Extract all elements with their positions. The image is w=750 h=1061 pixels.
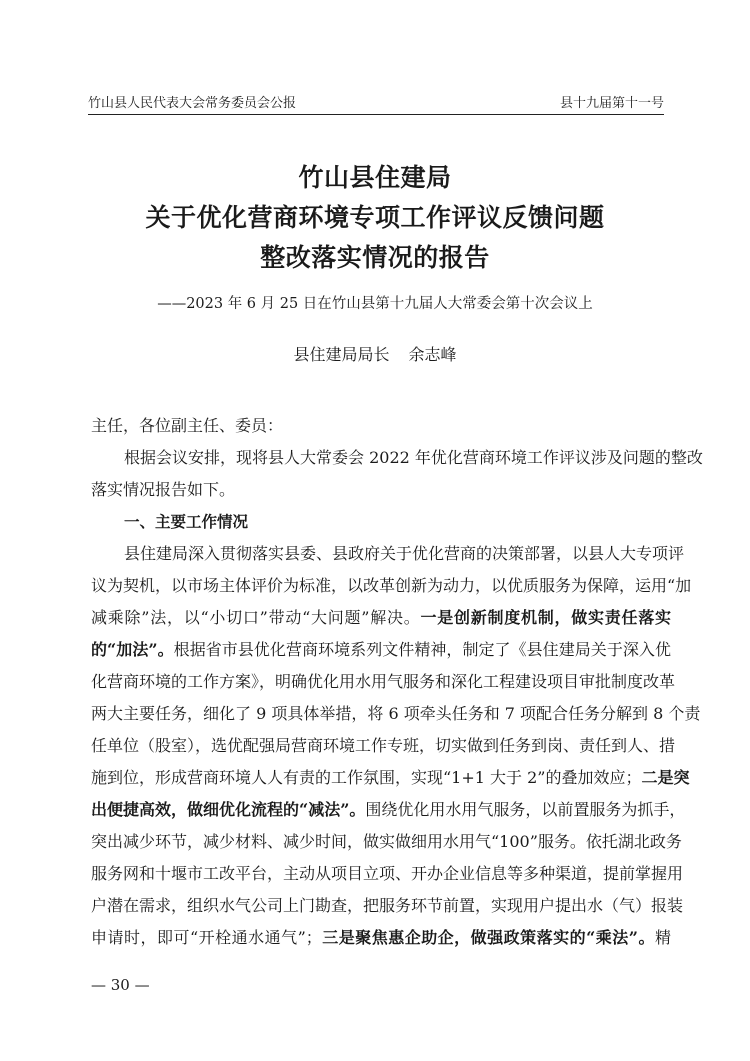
title-line-2: 关于优化营商环境专项工作评议反馈问题 — [145, 203, 605, 232]
intro-line-2: 落实情况报告如下。 — [91, 480, 236, 499]
emphasis-text: 的“加法”。 — [91, 640, 174, 659]
body-line-13 — [91, 926, 671, 950]
body-text: 围绕优化用水用气服务，以前置服务为抓手， — [365, 800, 686, 819]
body-line-7: 任单位（股室），选优配强局营商环境工作专班，切实做到任务到岗、责任到人、措 — [91, 736, 676, 755]
title-line-1: 竹山县住建局 — [298, 163, 452, 192]
body-text: 根据省市县优化营商环境系列文件精神，制定了《县住建局关于深入优 — [173, 640, 671, 659]
author: 县住建局局长 余志峰 — [293, 345, 457, 364]
body-line-10: 突出减少环节，减少材料、减少时间，做实做细用水用气“100”服务。依托湖北政务 — [91, 832, 682, 851]
body-text: 减乘除”法，以“小切口”带动“大问题”解决。 — [91, 608, 421, 627]
header-rule — [88, 114, 664, 115]
body-text: 申请时，即可“开栓通水通气”； — [91, 928, 322, 947]
intro-line-1: 根据会议安排，现将县人大常委会 2022 年优化营商环境工作评议涉及问题的整改 — [124, 448, 703, 467]
gazette-name: 竹山县人民代表大会常务委员会公报 — [88, 96, 297, 111]
body-line-12: 户潜在需求，组织水气公司上门勘查，把服务环节前置，实现用户提出水（气）报装 — [91, 896, 684, 915]
salutation: 主任，各位副主任、委员： — [91, 416, 284, 435]
body-line-4 — [91, 638, 671, 662]
page-header — [88, 92, 664, 112]
emphasis-text: 出便捷高效，做细优化流程的“减法”。 — [91, 800, 366, 819]
page-number: — 30 — — [91, 976, 150, 994]
body-line-11: 服务网和十堰市工改平台，主动从项目立项、开办企业信息等多种渠道，提前掌握用 — [91, 864, 684, 883]
subtitle: ——2023 年 6 月 25 日在竹山县第十九届人大常委会第十次会议上 — [157, 296, 593, 312]
section-heading: 一、主要工作情况 — [124, 513, 249, 531]
body-text: 精 — [654, 928, 671, 947]
body-line-6: 两大主要任务，细化了 9 项具体举措，将 6 项牵头任务和 7 项配合任务分解到 8 个责 — [91, 704, 701, 723]
body-line-8 — [91, 766, 690, 790]
body-line-5: 化营商环境的工作方案》，明确优化用水用气服务和深化工程建设项目审批制度改革 — [91, 672, 676, 691]
body-text: 施到位，形成营商环境人人有责的工作氛围，实现“1+1 大于 2”的叠加效应； — [91, 768, 642, 787]
emphasis-text: 一是创新制度机制，做实责任落实 — [420, 608, 671, 627]
emphasis-text: 二是突 — [641, 768, 690, 787]
emphasis-text: 三是聚焦惠企助企，做强政策落实的“乘法”。 — [321, 928, 655, 947]
body-line-9 — [91, 798, 686, 822]
body-line-1: 县住建局深入贯彻落实县委、县政府关于优化营商的决策部署，以县人大专项评 — [124, 544, 685, 563]
title-line-3: 整改落实情况的报告 — [260, 243, 490, 272]
body-line-3 — [91, 606, 671, 630]
issue-number: 县十九届第十一号 — [559, 96, 664, 111]
body-line-2: 议为契机，以市场主体评价为标准，以改革创新为动力，以优质服务为保障，运用“加 — [91, 576, 692, 595]
